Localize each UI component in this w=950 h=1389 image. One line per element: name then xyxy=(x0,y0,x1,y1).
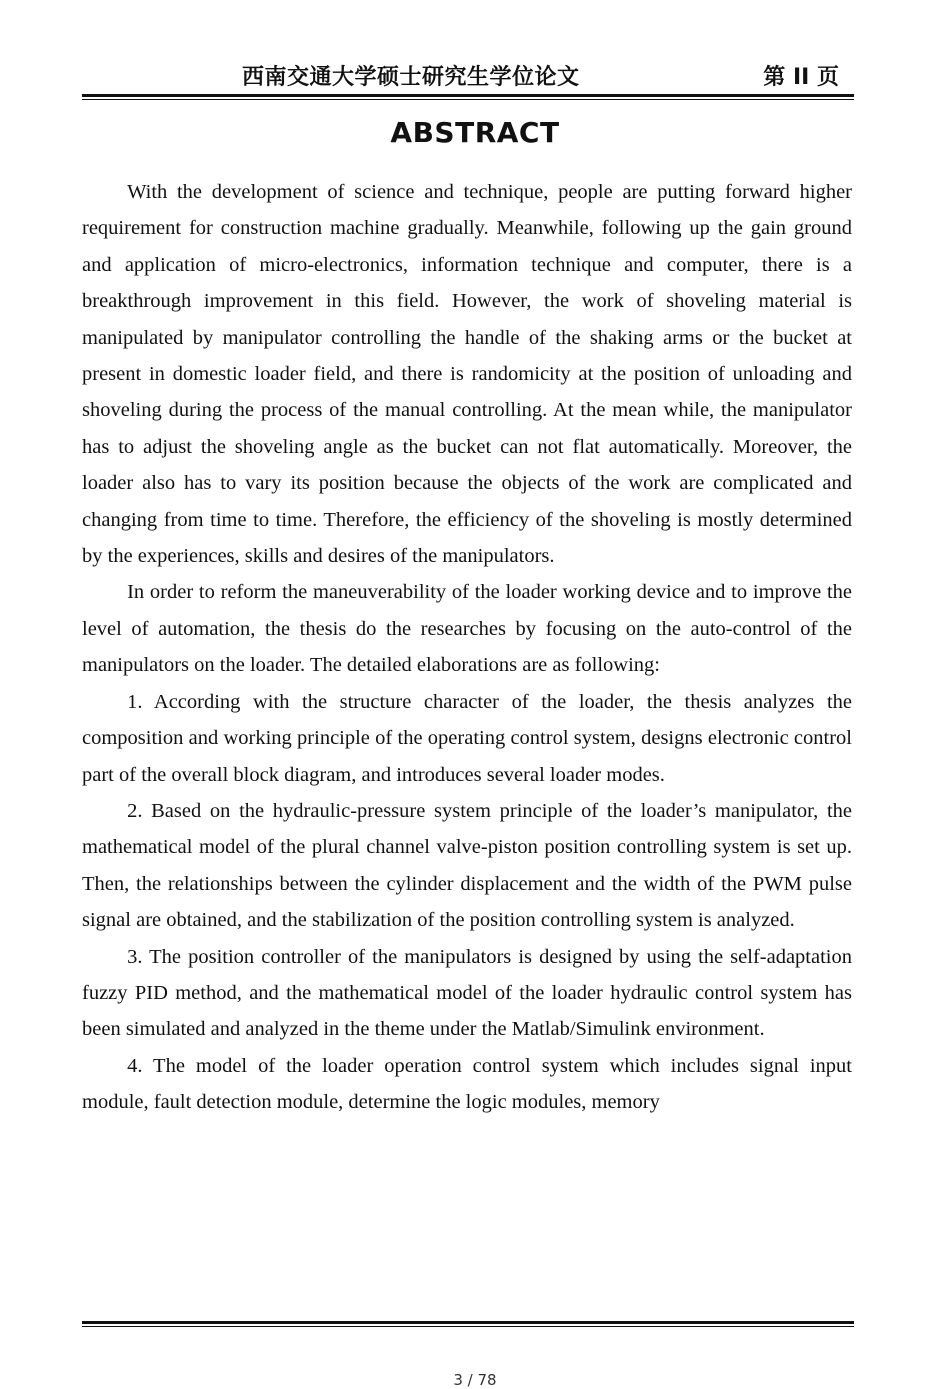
paragraph: 3. The position controller of the manipulators is designed by using the self-adaptation fuzzy PID method, and the mathematical model of the loader hydraulic control system has been simulated and analyzed in the theme under the Matlab/Simulink environment. xyxy=(82,945,852,1041)
page-counter: 3 / 78 xyxy=(453,1371,497,1389)
paragraph: In order to reform the maneuverability of the loader working device and to improve the level of automation, the thesis do the researches by focusing on the auto-control of the manipulators on the loader. The detailed elaborations are as following: xyxy=(82,581,852,677)
paragraph: 4. The model of the loader operation control system which includes signal input module, fault detection module, determine the logic modules, memory xyxy=(82,1054,852,1114)
header-title: 西南交通大学硕士研究生学位论文 xyxy=(242,65,580,90)
page-header xyxy=(82,60,853,98)
paragraph: 1. According with the structure character of the loader, the thesis analyzes the composition and working principle of the operating control system, designs electronic control part of the overall block diagram, and introduces several loader modes. xyxy=(82,690,852,786)
header-rule-thin xyxy=(82,99,854,100)
section-heading: ABSTRACT xyxy=(390,116,560,149)
header-rule xyxy=(82,94,854,97)
paragraph: With the development of science and technique, people are putting forward higher requirement for construction machine gradually. Meanwhile, following up the gain ground and application of micro-electronics, information technique and computer, there is a breakthrough improvement in this field. However, the work of shoveling material is manipulated by manipulator controlling the handle of the shaking arms or the bucket at present in domestic loader field, and there is randomicity at the position of unloading and shoveling during the process of the manual controlling. At the mean while, the manipulator has to adjust the shoveling angle as the bucket can not flat automatically. Moreover, the loader also has to vary its position because the objects of the work are complicated and changing from time to time. Therefore, the efficiency of the shoveling is mostly determined by the experiences, skills and desires of the manipulators. xyxy=(82,181,852,568)
header-page-number: 第 II 页 xyxy=(763,65,839,90)
footer-rule-thin xyxy=(82,1326,854,1327)
abstract-body xyxy=(82,174,852,1121)
paragraph: 2. Based on the hydraulic-pressure system principle of the loader’s manipulator, the mathematical model of the plural channel valve-piston position controlling system is set up. Then, the relationships between the cylinder displacement and the width of the PWM pulse signal are obtained, and the stabilization of the position controlling system is analyzed. xyxy=(82,799,852,932)
footer-rule xyxy=(82,1321,854,1324)
